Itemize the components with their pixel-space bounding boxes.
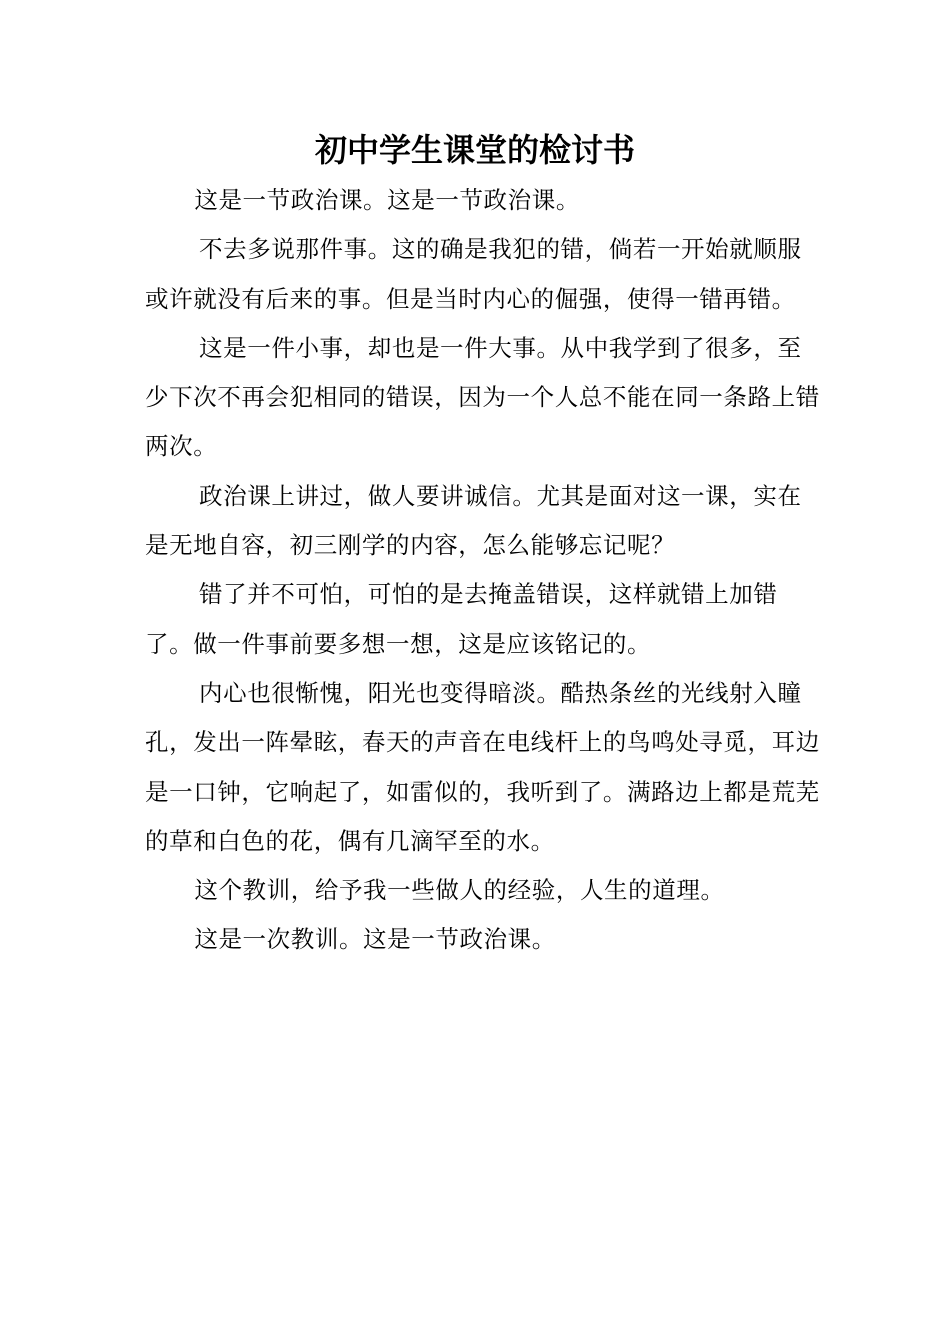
document-body bbox=[145, 176, 825, 965]
paragraph: 这是一节政治课。这是一节政治课。 bbox=[194, 186, 580, 214]
paragraph: 内心也很惭愧，阳光也变得暗淡。酷热条丝的光线射入瞳孔，发出一阵晕眩，春天的声音在电线杆上的鸟鸣处寻觅，耳边是一口钟，它响起了，如雷似的，我听到了。满路边上都是荒芜的草和白色的花，偶有几滴罕至的水。 bbox=[145, 678, 820, 855]
paragraph: 政治课上讲过，做人要讲诚信。尤其是面对这一课，实在是无地自容，初三刚学的内容，怎么能够忘记呢？ bbox=[145, 481, 802, 560]
document-title: 初中学生课堂的检讨书 bbox=[314, 131, 635, 169]
paragraph: 这个教训，给予我一些做人的经验，人生的道理。 bbox=[194, 876, 725, 905]
paragraph: 错了并不可怕，可怕的是去掩盖错误，这样就错上加错了。做一件事前要多想一想，这是应该铭记的。 bbox=[145, 580, 778, 658]
paragraph: 这是一件小事，却也是一件大事。从中我学到了很多，至少下次不再会犯相同的错误，因为一个人总不能在同一条路上错两次。 bbox=[145, 333, 820, 461]
paragraph: 这是一次教训。这是一节政治课。 bbox=[194, 925, 556, 954]
paragraph: 不去多说那件事。这的确是我犯的错，倘若一开始就顺服或许就没有后来的事。但是当时内心的倔强，使得一错再错。 bbox=[145, 235, 802, 313]
